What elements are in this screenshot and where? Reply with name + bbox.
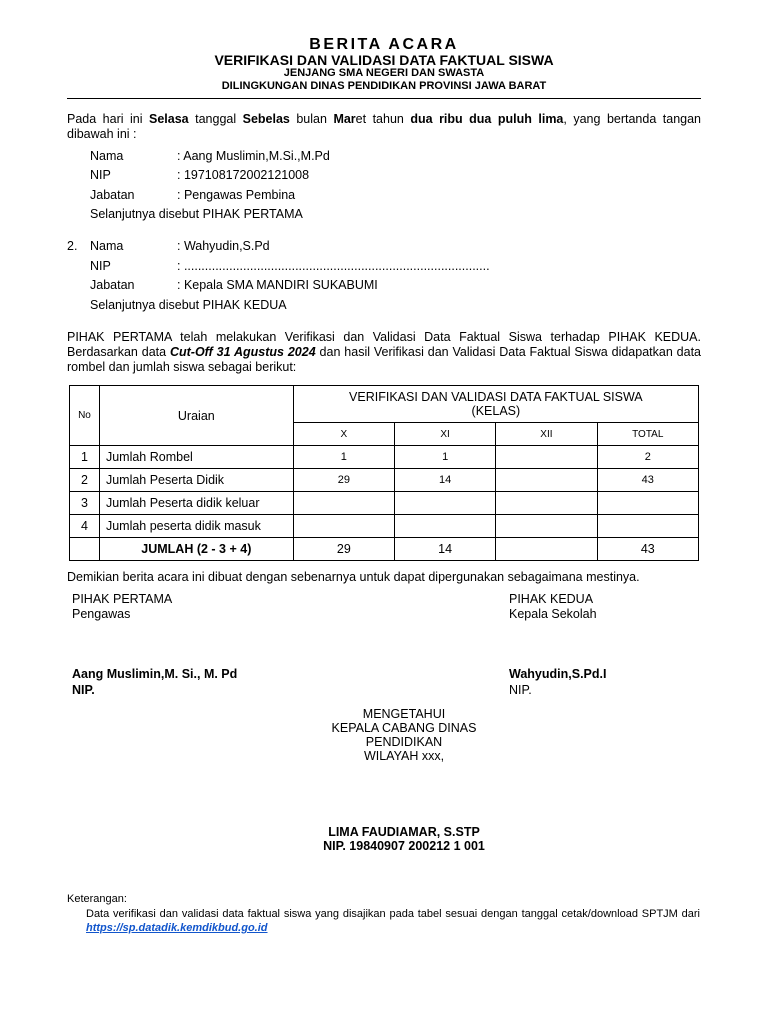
- data-table: [69, 385, 699, 561]
- sign-right-name: Wahyudin,S.Pd.I: [509, 667, 607, 681]
- keterangan-body: Data verifikasi dan validasi data faktual siswa yang disajikan pada tabel sesuai dengan tanggal cetak/download SPTJM dari: [86, 908, 700, 920]
- verification-text-1: PIHAK PERTAMA telah melakukan Verifikasi dan Validasi Data Faktual Siswa terhadap PIHAK KEDUA. Berdasarkan data: [67, 330, 701, 359]
- ack-line-1: MENGETAHUI: [362, 707, 446, 721]
- row-xii: [496, 469, 597, 492]
- row-xii: [496, 446, 597, 469]
- header-xii: XII: [496, 423, 597, 446]
- row-xi: 1: [394, 446, 495, 469]
- sign-left-block: [72, 592, 172, 622]
- ack-nip: NIP. 19840907 200212 1 001: [323, 839, 485, 853]
- row-xi: [394, 492, 495, 515]
- ack-line-2: KEPALA CABANG DINAS: [331, 721, 477, 735]
- intro-text-3: bulan: [289, 112, 334, 126]
- row-uraian: Jumlah Peserta Didik: [99, 469, 293, 492]
- table-row: [70, 515, 699, 538]
- row-total: 2: [597, 446, 698, 469]
- pihak2-jabatan-value: : Kepala SMA MANDIRI SUKABUMI: [177, 278, 378, 292]
- row-x: 29: [293, 469, 394, 492]
- ack-line-3: PENDIDIKAN: [365, 735, 443, 749]
- row-xii: [496, 492, 597, 515]
- row-total: [597, 492, 698, 515]
- intro-paragraph: [67, 112, 701, 142]
- document-agency-line: DILINGKUNGAN DINAS PENDIDIKAN PROVINSI JAWA BARAT: [221, 80, 547, 92]
- sign-left-name: Aang Muslimin,M. Si., M. Pd: [72, 667, 238, 681]
- sign-right-block: [509, 592, 597, 622]
- row-no: 3: [70, 492, 100, 515]
- header-group: [293, 386, 698, 423]
- sign-left-nip: NIP.: [72, 683, 95, 697]
- acknowledger-block: [254, 825, 554, 853]
- sum-total: 43: [597, 538, 698, 561]
- header-uraian: Uraian: [99, 386, 293, 446]
- header-total: TOTAL: [597, 423, 698, 446]
- sum-x: 29: [293, 538, 394, 561]
- row-x: [293, 492, 394, 515]
- sum-xi: 14: [394, 538, 495, 561]
- header-xi: XI: [394, 423, 495, 446]
- ack-line-4: WILAYAH xxx,: [363, 749, 445, 763]
- verification-paragraph: [67, 330, 701, 375]
- pihak2-number: 2.: [67, 239, 78, 253]
- document-subtitle: VERIFIKASI DAN VALIDASI DATA FAKTUAL SISWA: [214, 52, 554, 68]
- header-group-line2: (KELAS): [471, 404, 521, 418]
- pihak2-nip-value: : ........................................................................................: [177, 259, 490, 273]
- verification-text-2: dan hasil Verifikasi dan Validasi Data Faktual Siswa didapatkan data rombel dan jumlah siswa sebagai berikut:: [67, 345, 701, 374]
- table-sum-row: [70, 538, 699, 561]
- row-total: [597, 515, 698, 538]
- pihak2-nip-label: NIP: [90, 259, 111, 273]
- row-uraian: Jumlah peserta didik masuk: [99, 515, 293, 538]
- document-level-line: JENJANG SMA NEGERI DAN SWASTA: [283, 67, 485, 79]
- keterangan-label: Keterangan:: [67, 893, 127, 905]
- intro-year: dua ribu dua puluh lima: [410, 112, 564, 126]
- sign-left-position: Pengawas: [72, 607, 131, 621]
- sign-right-nip: NIP.: [509, 683, 532, 697]
- intro-day: Selasa: [149, 112, 189, 126]
- row-no: 4: [70, 515, 100, 538]
- header-no: No: [70, 386, 100, 446]
- header-group-line1: VERIFIKASI DAN VALIDASI DATA FAKTUAL SISWA: [349, 390, 643, 404]
- cutoff-date: Cut-Off 31 Agustus 2024: [169, 345, 316, 359]
- pihak1-nama-value: : Aang Muslimin,M.Si.,M.Pd: [177, 149, 330, 163]
- table-header-row: [70, 386, 699, 423]
- pihak1-nip-label: NIP: [90, 168, 111, 182]
- intro-month: Mar: [333, 112, 356, 126]
- pihak2-nama-label: Nama: [90, 239, 124, 253]
- pihak1-nama-label: Nama: [90, 149, 124, 163]
- sign-right-position: Kepala Sekolah: [509, 607, 597, 621]
- pihak1-nip-value: : 197108172002121008: [177, 168, 310, 182]
- ack-name: LIMA FAUDIAMAR, S.STP: [328, 825, 480, 839]
- intro-text-2: tanggal: [188, 112, 243, 126]
- acknowledgement-block: [304, 707, 504, 763]
- table-row: [70, 469, 699, 492]
- intro-text-1: Pada hari ini: [67, 112, 149, 126]
- sum-xii: [496, 538, 597, 561]
- table-row: [70, 446, 699, 469]
- header-divider: [67, 98, 701, 99]
- sum-no-empty: [70, 538, 100, 561]
- document-title: BERITA ACARA: [309, 36, 459, 53]
- pihak2-note: Selanjutnya disebut PIHAK KEDUA: [90, 298, 287, 312]
- table-row: [70, 492, 699, 515]
- header-x: X: [293, 423, 394, 446]
- datadik-link[interactable]: https://sp.datadik.kemdikbud.go.id: [86, 922, 268, 934]
- closing-statement: Demikian berita acara ini dibuat dengan sebenarnya untuk dapat dipergunakan sebagaimana mestinya.: [67, 570, 640, 584]
- row-uraian: Jumlah Rombel: [99, 446, 293, 469]
- row-no: 1: [70, 446, 100, 469]
- keterangan-text: [86, 907, 700, 935]
- pihak1-note: Selanjutnya disebut PIHAK PERTAMA: [90, 207, 303, 221]
- pihak1-jabatan-label: Jabatan: [90, 188, 135, 202]
- row-xii: [496, 515, 597, 538]
- row-uraian: Jumlah Peserta didik keluar: [99, 492, 293, 515]
- row-xi: [394, 515, 495, 538]
- pihak2-jabatan-label: Jabatan: [90, 278, 135, 292]
- pihak1-jabatan-value: : Pengawas Pembina: [177, 188, 296, 202]
- sign-right-role: PIHAK KEDUA: [509, 592, 594, 606]
- intro-date: Sebelas: [242, 112, 290, 126]
- row-x: 1: [293, 446, 394, 469]
- sum-label: JUMLAH (2 - 3 + 4): [99, 538, 293, 561]
- sign-left-role: PIHAK PERTAMA: [72, 592, 173, 606]
- row-no: 2: [70, 469, 100, 492]
- intro-text-5: , yang bertanda tangan dibawah ini :: [67, 112, 702, 141]
- row-x: [293, 515, 394, 538]
- intro-text-4: et tahun: [355, 112, 411, 126]
- row-xi: 14: [394, 469, 495, 492]
- row-total: 43: [597, 469, 698, 492]
- pihak2-nama-value: : Wahyudin,S.Pd: [177, 239, 270, 253]
